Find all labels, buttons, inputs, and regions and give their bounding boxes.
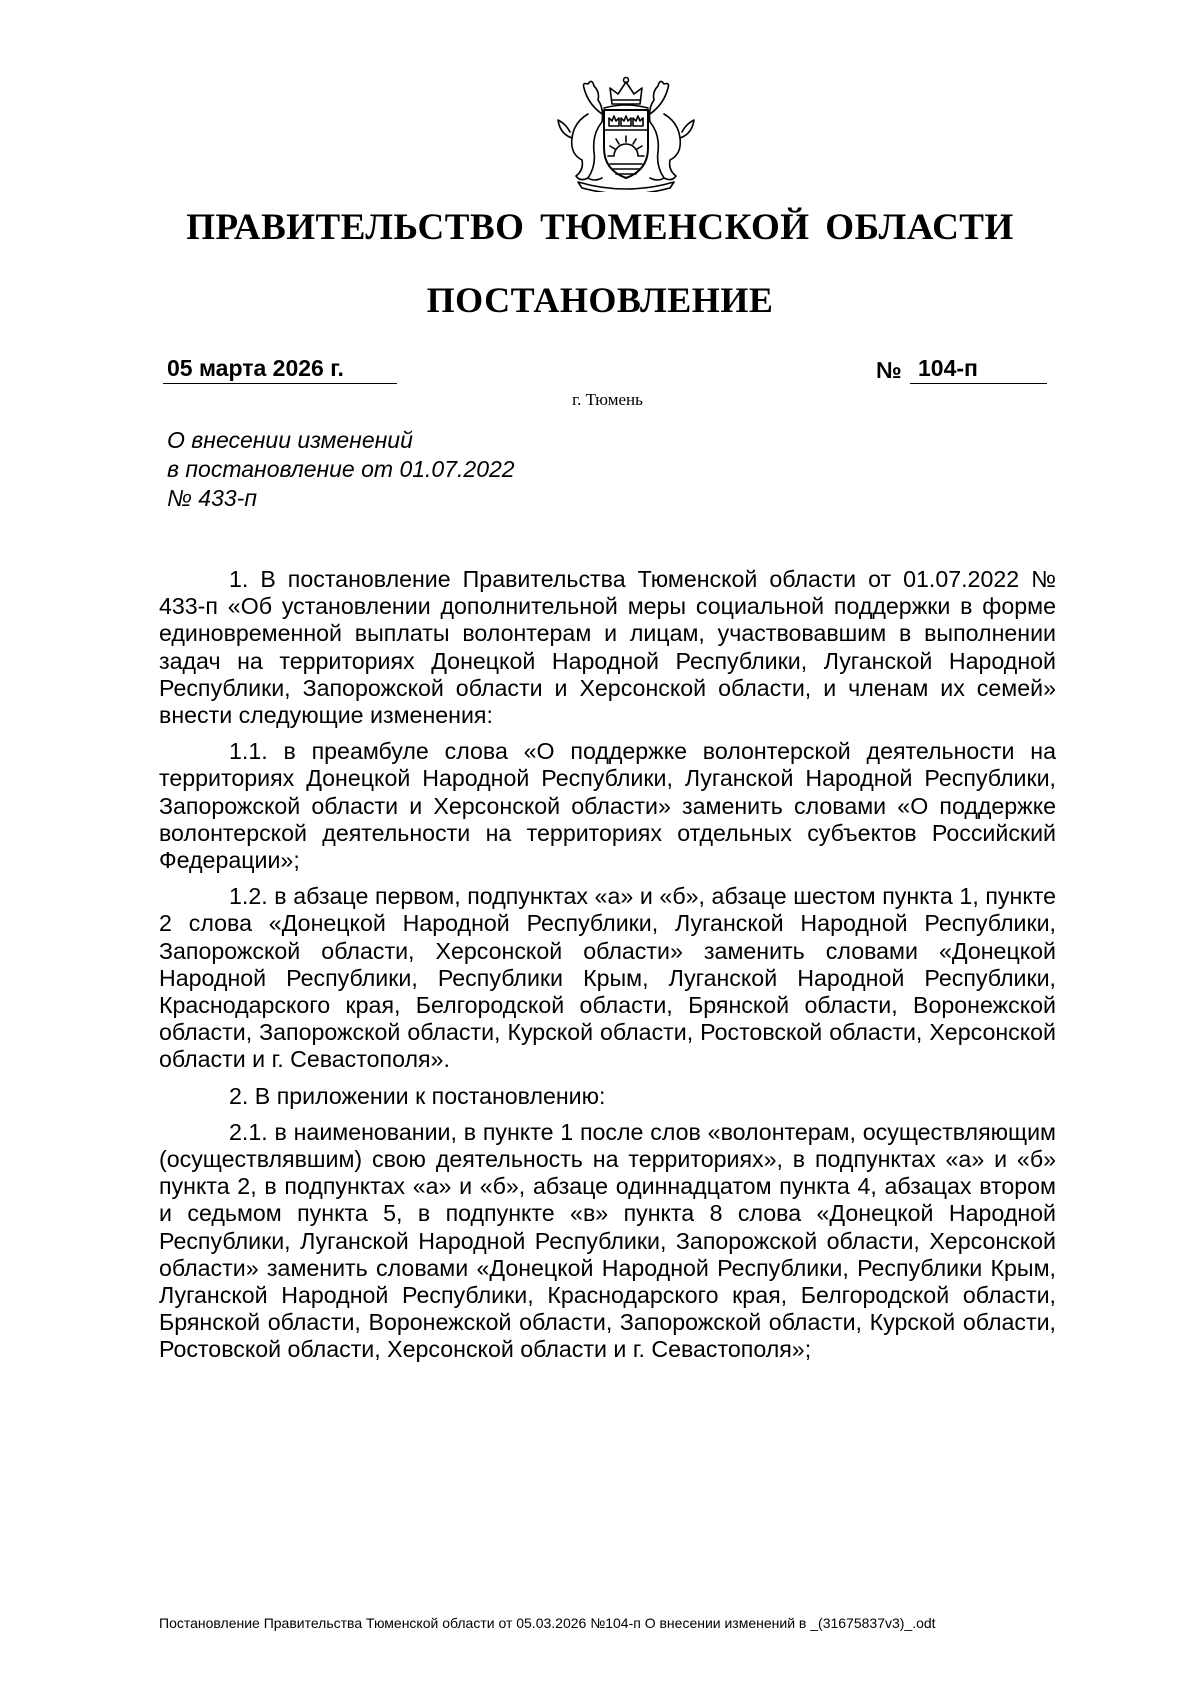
page-footer: Постановление Правительства Тюменской области от 05.03.2026 №104-п О внесении изменений в _(31675837v3)_.odt: [159, 1615, 936, 1631]
body-paragraph: 2.1. в наименовании, в пункте 1 после слов «волонтерам, осуществляющим (осуществлявшим) свою деятельность на территориях», в подпунктах «а» и «б» пункта 2, в подпунктах «а» и «б», абзаце одиннадцатом пункта 4, абзацах втором и седьмом пункта 5, в подпункте «в» пункта 8 слова «Донецкой Народной Республики, Луганской Народной Республики, Запорожской области, Херсонской области» заменить словами «Донецкой Народной Республики, Республики Крым, Луганской Народной Республики, Краснодарского края, Белгородской области, Брянской области, Воронежской области, Запорожской области, Курской области, Ростовской области, Херсонской области и г. Севастополя»;: [159, 1118, 1056, 1363]
city: г. Тюмень: [572, 390, 643, 409]
document-date: 05 марта 2026 г.: [167, 355, 344, 381]
date-field: [163, 352, 397, 384]
document-body: [159, 566, 1056, 1373]
document-number: 104-п: [918, 355, 978, 381]
org-title: ПРАВИТЕЛЬСТВО ТЮМЕНСКОЙ ОБЛАСТИ: [186, 207, 1014, 248]
body-paragraph: 1.2. в абзаце первом, подпунктах «а» и «б», абзаце шестом пункта 1, пункте 2 слова «Донецкой Народной Республики, Луганской Народной Республики, Запорожской области, Херсонской области» заменить словами «Донецкой Народной Республики, Республики Крым, Луганской Народной Республики, Краснодарского края, Белгородской области, Брянской области, Воронежской области, Запорожской области, Курской области, Ростовской области, Херсонской области и г. Севастополя».: [159, 883, 1056, 1073]
document-subject: [167, 426, 515, 513]
subject-line: в постановление от 01.07.2022: [167, 456, 515, 482]
subject-line: О внесении изменений: [167, 427, 413, 453]
number-field: [910, 352, 1047, 384]
document-type-title: ПОСТАНОВЛЕНИЕ: [426, 280, 774, 320]
body-paragraph: 1.1. в преамбуле слова «О поддержке волонтерской деятельности на территориях Донецкой Народной Республики, Луганской Народной Республики, Запорожской области и Херсонской области» заменить словами «О поддержке волонтерской деятельности на территориях отдельных субъектов Российский Федерации»;: [159, 738, 1056, 874]
number-label: №: [876, 357, 902, 383]
coat-of-arms-icon: [548, 74, 704, 192]
body-paragraph: 2. В приложении к постановлению:: [229, 1082, 606, 1109]
subject-line: № 433-п: [167, 485, 257, 511]
body-paragraph: 1. В постановление Правительства Тюменской области от 01.07.2022 № 433-п «Об установлении дополнительной меры социальной поддержки в форме единовременной выплаты волонтерам и лицам, участвовавшим в выполнении задач на территориях Донецкой Народной Республики, Луганской Народной Республики, Запорожской области и Херсонской области, и членам их семей» внести следующие изменения:: [159, 566, 1056, 729]
